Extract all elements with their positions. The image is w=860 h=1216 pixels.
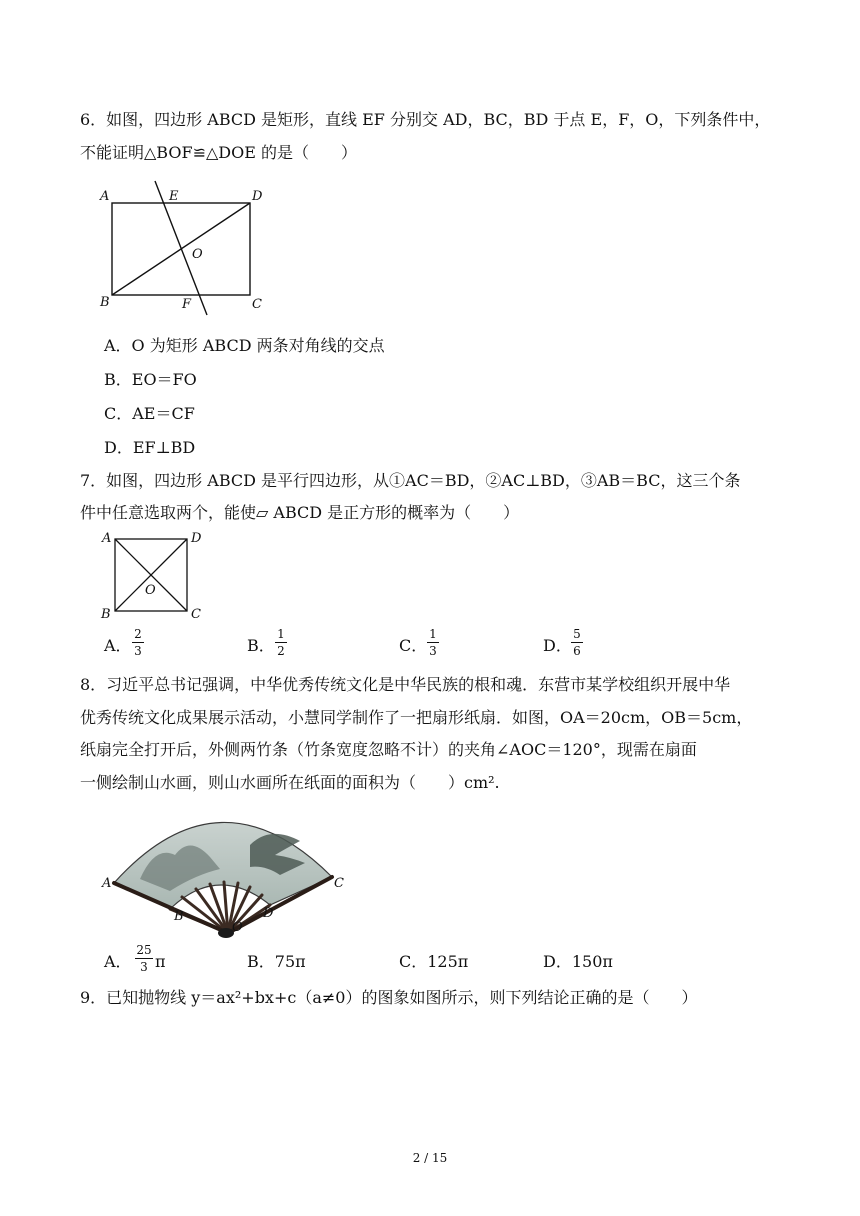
fraction-bar <box>135 958 153 959</box>
fraction-bar <box>427 642 439 643</box>
q6-label-e: E <box>169 189 179 204</box>
q8-option-a-numerator: 25 <box>136 943 152 957</box>
q7-option-d-prefix[interactable]: D． <box>543 636 572 655</box>
q7-label-o: O <box>145 583 156 598</box>
fraction-bar <box>275 642 287 643</box>
q8-label-c: C <box>334 876 344 891</box>
q6-label-d: D <box>252 189 263 204</box>
q7-option-c-fraction <box>427 627 439 658</box>
q7-text-line1: 7．如图，四边形 ABCD 是平行四边形，从①AC＝BD，②AC⊥BD，③AB＝BC，这三个条 <box>80 471 741 490</box>
q8-option-d[interactable]: D．150π <box>543 952 613 971</box>
q7-option-d-fraction <box>571 627 583 658</box>
q7-label-c: C <box>191 607 201 622</box>
q7-option-c-prefix[interactable]: C． <box>399 636 428 655</box>
q8-label-a: A <box>102 876 112 891</box>
q7-label-b: B <box>101 607 111 622</box>
q8-text-line3: 纸扇完全打开后，外侧两竹条（竹条宽度忽略不计）的夹角∠AOC＝120°，现需在扇面 <box>80 740 697 759</box>
q6-option-a[interactable]: A．O 为矩形 ABCD 两条对角线的交点 <box>104 336 385 355</box>
q7-option-b-prefix[interactable]: B． <box>247 636 275 655</box>
q6-option-b[interactable]: B．EO＝FO <box>104 370 197 389</box>
fraction-bar <box>132 642 144 643</box>
fraction-numerator: 5 <box>573 627 581 641</box>
fraction-bar <box>571 642 583 643</box>
q8-fan-figure <box>100 805 360 945</box>
q7-option-a-prefix[interactable]: A． <box>104 636 132 655</box>
q8-text-line2: 优秀传统文化成果展示活动，小慧同学制作了一把扇形纸扇．如图，OA＝20cm，OB＝5cm， <box>80 708 753 727</box>
q7-option-b-fraction <box>275 627 287 658</box>
fraction-numerator: 2 <box>134 627 142 641</box>
fraction-denominator: 2 <box>277 644 285 658</box>
q7-square-figure <box>98 528 208 620</box>
q8-label-d: D <box>263 906 274 921</box>
q6-label-a: A <box>100 189 110 204</box>
q7-option-a-fraction <box>132 627 144 658</box>
q6-rectangle-figure <box>95 178 275 318</box>
q8-option-b[interactable]: B．75π <box>247 952 306 971</box>
q6-label-o: O <box>192 247 203 262</box>
q8-label-o: O <box>232 920 243 935</box>
fraction-denominator: 6 <box>573 644 581 658</box>
q8-option-a-fraction <box>135 943 153 974</box>
q6-text-line2: 不能证明△BOF≌△DOE 的是（ ） <box>80 143 358 162</box>
q8-text-line1: 8．习近平总书记强调，中华优秀传统文化是中华民族的根和魂．东营市某学校组织开展中华 <box>80 675 731 694</box>
page-number: 2 / 15 <box>412 1151 448 1165</box>
q6-option-c[interactable]: C．AE＝CF <box>104 404 195 423</box>
q8-option-c[interactable]: C．125π <box>399 952 469 971</box>
q6-label-b: B <box>100 295 110 310</box>
fraction-denominator: 3 <box>429 644 437 658</box>
q8-option-a-suffix: π <box>155 952 166 971</box>
q7-text-line2: 件中任意选取两个，能使▱ ABCD 是正方形的概率为（ ） <box>80 503 520 522</box>
q6-option-d[interactable]: D．EF⊥BD <box>104 438 196 457</box>
q8-text-line4: 一侧绘制山水画，则山水画所在纸面的面积为（ ）cm². <box>80 773 500 792</box>
q7-label-a: A <box>102 531 112 546</box>
fraction-denominator: 3 <box>134 644 142 658</box>
q6-text-line1: 6．如图，四边形 ABCD 是矩形，直线 EF 分别交 AD，BC，BD 于点 E，F，O，下列条件中， <box>80 110 771 129</box>
q7-label-d: D <box>191 531 202 546</box>
fraction-numerator: 1 <box>429 627 437 641</box>
q9-text-line1: 9．已知抛物线 y＝ax²+bx+c（a≠0）的图象如图所示，则下列结论正确的是（ ） <box>80 988 698 1007</box>
fraction-numerator: 1 <box>277 627 285 641</box>
q8-option-a-prefix[interactable]: A． <box>104 952 132 971</box>
q6-label-f: F <box>182 297 192 312</box>
q8-option-a-denominator: 3 <box>140 960 148 974</box>
q6-label-c: C <box>252 297 262 312</box>
q8-label-b: B <box>174 909 184 924</box>
